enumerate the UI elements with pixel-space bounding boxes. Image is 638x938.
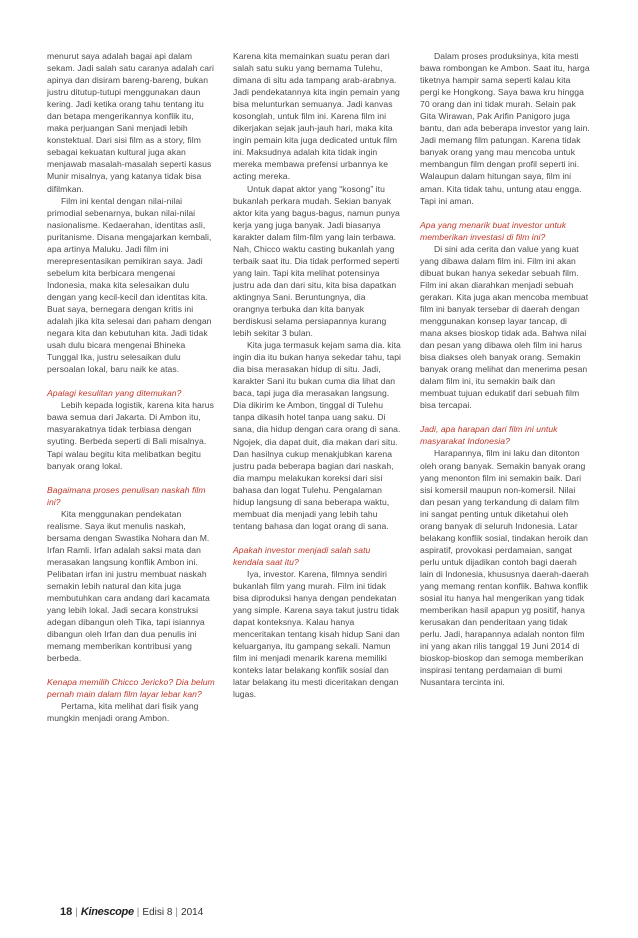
article-paragraph: Iya, investor. Karena, filmnya sendiri bukanlah film yang murah. Film ini tidak bisa diproduksi hanya dengan pendekatan yang simple. Karena saya takut justru tidak dapat konteksnya. Kalau hanya menceritakan tentang kisah hidup Sani dan keluarganya, itu gampang sekali. Namun film ini menjadi menarik karena memiliki konteks latar belakang konflik sosial dan latar belakang itu mesti diceritakan dengan lugas. [233,568,400,700]
interview-question: Bagaimana proses penulisan naskah film ini? [47,484,206,507]
year-label: 2014 [181,907,204,918]
article-paragraph: Pertama, kita melihat dari fisik yang mungkin menjadi orang Ambon. [47,701,199,724]
article-paragraph: Film ini kental dengan nilai-nilai primodial sebenarnya, bukan nilai-nilai nasionalisme. Kedaerahan, identitas asli, puritanisme. Disana mengajarkan kembali, apa artinya Maluku. Jadi film ini merepresentasikan pemikiran saya. Jadi sebelum kita berbicara mengenai Indonesia, maka kita selesaikan dulu dengan yang kecil-kecil dan identitas kita. Buat saya, bernegara dengan kritis ini adalah jika kita selesai dan paham dengan negara kita dan kebutuhan kita. Jadi tidak usah dulu bicara mengenai Bhineka Tunggal Ika, justru selesaikan dulu persoalan lokal, baru naik ke atas. [47,195,212,375]
article-paragraph: Dalam proses produksinya, kita mesti bawa rombongan ke Ambon. Saat itu, harga tiketnya hampir sama seperti kalau kita pergi ke Hongkong. Saya bawa kru hingga 70 orang dan ini tidak murah. Selain pak Gita Wirawan, Pak Arifin Panigoro juga bantu, dan ada beberapa investor yang lain. Jadi memang film patungan. Karena tidak banyak orang yang mau mencoba untuk membangun film dengan profil seperti ini. Walaupun dalam hitungan saya, film ini aman. Kita tidak tahu, untung atau engga. Tapi ini aman. [420,51,590,206]
article-paragraph: Karena kita memainkan suatu peran dari salah satu suku yang bernama Tulehu, dimana di situ ada tampang arab-arabnya. Jadi pendekatannya kita ingin pemain yang bisa melunturkan semuanya. Jadi kanvas kosonglah, untuk film ini. Karena film ini dikerjakan sejak jauh-jauh hari, maka kita ingin pemain kita juga dedicated untuk film ini. Maksudnya adalah kita tidak ingin mereka membawa prefensi urbannya ke acting mereka. [233,51,400,182]
article-column-1 [47,50,217,724]
article-column-2 [233,50,403,700]
article-paragraph: Harapannya, film ini laku dan ditonton oleh orang banyak. Semakin banyak orang yang menonton film ini semakin baik. Dari sisi komersil maupun non-komersil. Nilai dan pesan yang terkandung di dalam film ini sangat penting untuk diketahui oleh orang banyak di seluruh Indonesia. Latar belakang konflik sosial, tindakan heroik dan aspiratif, provokasi perdamaian, sangat perlu untuk dijadikan contoh bagi daerah lain di Indonesia, khususnya daerah-daerah yang memang rentan konflik. Bahwa konflik sosial itu hanya hal mengerikan yang tidak memberikan hasil apapun yg positif, hanya kerusakan dan penderitaan yang tidak perlu. Jadi, harapannya adalah nonton film ini yang akan rilis tanggal 19 Juni 2014 di bioskop-bioskop dan semoga memberikan inspirasi tentang perdamaian di bumi Nusantara tercinta ini. [420,448,589,688]
magazine-name: Kinescope [80,906,134,918]
page-footer [60,906,203,918]
article-paragraph: Untuk dapat aktor yang “kosong” itu bukanlah perkara mudah. Sekian banyak aktor kita yang bagus-bagus, namun punya kerja yang juga banyak. Jadi biasanya karakter dalam film-film yang lain terbawa. Nah, Chicco waktu casting bukanlah yang terbaik saat itu. Dia tidak performed seperti yang lain. Tapi kita melihat potensinya justru ada dan dari situ, kita bisa dapatkan aktingnya Sani. Beruntungnya, dia orangnya terbuka dan kita banyak berdiskusi selama persiapannya kurang lebih sekitar 3 bulan. [233,183,400,339]
page-number: 18 [60,906,73,918]
edition-label: Edisi 8 [142,907,173,918]
footer-separator: | [136,907,140,918]
article-column-3 [420,50,590,688]
footer-separator: | [175,907,179,918]
interview-question: Apa yang menarik buat investor untuk memberikan investasi di film ini? [420,219,567,242]
article-paragraph: Lebih kepada logistik, karena kita harus bawa semua dari Jakarta. Di Ambon itu, masyarakatnya tidak terbiasa dengan syuting. Berbeda seperti di Bali misalnya. Tapi walau begitu kita melibatkan begitu banyak orang lokal. [47,400,214,471]
article-paragraph: Kita menggunakan pendekatan realisme. Saya ikut menulis naskah, bersama dengan Swastika Nohara dan M. Irfan Ramli. Irfan adalah saksi mata dan merasakan langsung konflik Ambon ini. Pelibatan irfan ini justru membuat naskah semakin lebih natural dan kita juga membutuhkan cara andang dari kacamata yang lebih lokal. Jadi secara konstruksi adegan dibangun oleh Tika, tapi isiannya dibangun oleh Irfan dan dua penulis ini memang memberikan kontribusi yang berbeda. [47,508,210,664]
article-paragraph: Di sini ada cerita dan value yang kuat yang dibawa dalam film ini. Film ini akan dibuat bukan hanya sekedar sebuah film. Film ini akan diarahkan menjadi sebuah gerakan. Kita juga akan mencoba membuat film ini banyak tersebar di daerah dengan menggunakan konsep layar tancap, di mana akses bioskop tidak ada. Bahwa nilai dan pesan yang dibawa oleh film ini harus bisa diakses oleh banyak orang. Semakin banyak orang melihat dan menerima pesan dalam film ini, itu semakin baik dan membuat tujuan edukatif dari sebuah film bisa tercapai. [420,243,589,411]
article-paragraph: Kita juga termasuk kejam sama dia. kita ingin dia itu bukan hanya sekedar tahu, tapi dia bisa merasakan hidup di situ. Jadi, karakter Sani itu bukan cuma dia lihat dan baca, tapi juga dia merasakan langsung. Dia dikirim ke Ambon, tinggal di Tulehu tanpa dikasih hotel tanpa uang saku. Di sana, dia hidup dengan cara orang di sana. Ngojek, dia dapat duit, dia makan dari situ. Dan hasilnya cukup menakjubkan karena justru pada beberapa bagian dari naskah, dia mampu melakukan koreksi dari sisi bahasa dan logat Tulehu. Pengalaman hidup langsung di sana beberapa waktu, membuat dia menjadi yang lebih tahu tentang bahasa dan logat orang di sana. [233,340,401,531]
interview-question: Apakah investor menjadi salah satu kendala saat itu? [233,544,371,567]
interview-question: Kenapa memilih Chicco Jericko? Dia belum pernah main dalam film layar lebar kan? [47,677,215,700]
interview-question: Apalagi kesulitan yang ditemukan? [47,388,182,399]
article-paragraph: menurut saya adalah bagai api dalam sekam. Jadi salah satu caranya adalah cari apinya dan disiram bareng-bareng, bukan justru ditutup-tutupi menggunakan daun kering. Jadi ketika orang tahu tentang itu dan betapa mengerikannya konflik itu, maka perjuangan Sani menjadi lebih konstektual. Dari sisi film as a story, film sebagai kekuatan kultural juga akan menjawab masalah-masalah seperti kasus Munir misalnya, yang katanya tidak bisa difilmkan. [47,51,214,194]
footer-separator: | [75,907,78,918]
interview-question: Jadi, apa harapan dari film ini untuk masyarakat Indonesia? [420,424,558,447]
